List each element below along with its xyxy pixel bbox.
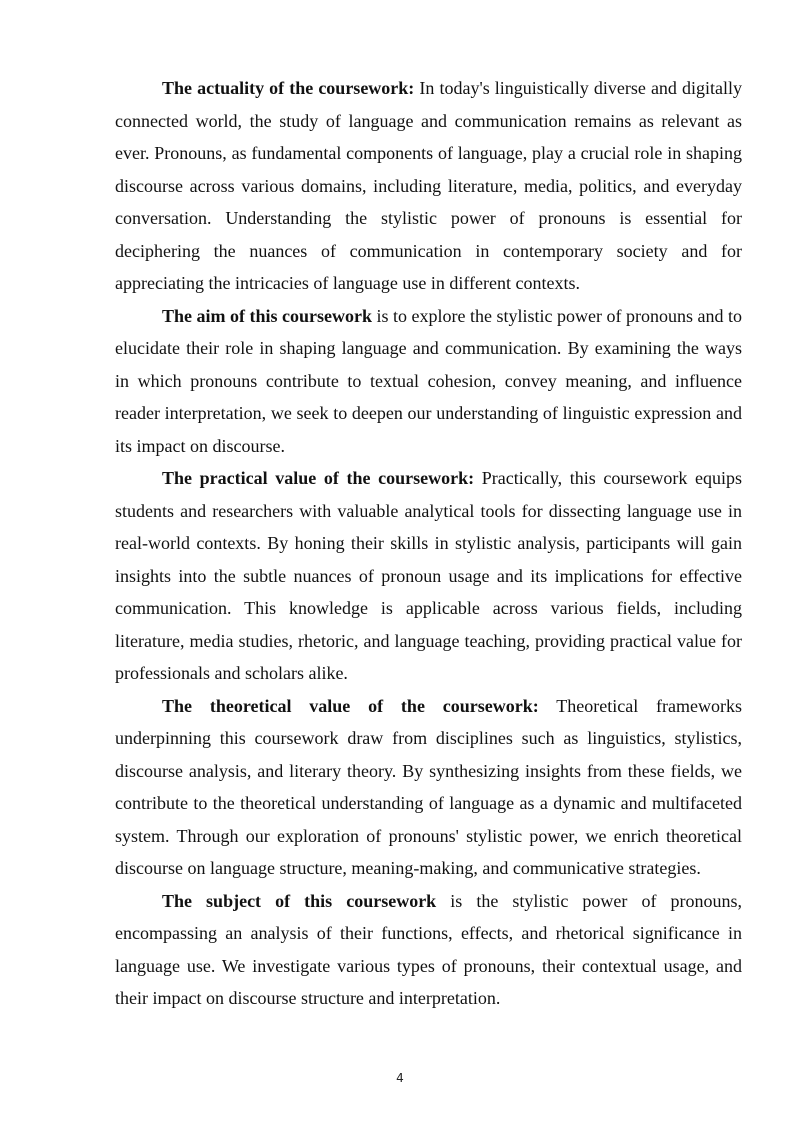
page-number: 4 [396,1071,404,1085]
paragraph-text-aim: is to explore the stylistic power of pronouns and to elucidate their role in shaping language and communication. By examining the ways in which pronouns contribute to textual cohesion, convey meaning, and influence reader interpretation, we seek to deepen our understanding of linguistic expression and its impact on discourse. [115,305,743,456]
paragraph-heading-aim: The aim of this coursework [162,305,373,326]
paragraph-text-practical-value: Practically, this coursework equips students and researchers with valuable analytical tools for dissecting language use in real-world contexts. By honing their skills in stylistic analysis, participants will gain insights into the subtle nuances of pronoun usage and its implications for effective communication. This knowledge is applicable across various fields, including literature, media studies, rhetoric, and language teaching, providing practical value for professionals and scholars alike. [115,468,742,683]
paragraph-practical-value [115,462,742,690]
paragraph-theoretical-value [115,690,742,885]
paragraph-text-actuality: In today's linguistically diverse and digitally connected world, the study of language and communication remains as relevant as ever. Pronouns, as fundamental components of language, play a crucial role in shaping discourse across various domains, including literature, media, politics, and everyday conversation. Understanding the stylistic power of pronouns is essential for deciphering the nuances of communication in contemporary society and for appreciating the intricacies of language use in different contexts. [115,78,743,293]
paragraph-actuality [115,72,742,300]
paragraph-heading-actuality: The actuality of the coursework: [162,78,415,98]
paragraph-text-theoretical-value: Theoretical frameworks underpinning this coursework draw from disciplines such as linguistics, stylistics, discourse analysis, and literary theory. By synthesizing insights from these fields, we contribute to the theoretical understanding of language as a dynamic and multifaceted system. Through our exploration of pronouns' stylistic power, we enrich theoretical discourse on language structure, meaning-making, and communicative strategies. [115,695,742,878]
paragraph-heading-subject: The subject of this coursework [162,890,437,911]
paragraph-subject [115,885,742,1015]
paragraph-heading-theoretical-value: The theoretical value of the coursework: [162,695,539,716]
paragraph-heading-practical-value: The practical value of the coursework: [162,468,475,488]
document-body [115,72,742,1015]
paragraph-text-subject: is the stylistic power of pronouns, encompassing an analysis of their functions, effects, and rhetorical significance in language use. We investigate various types of pronouns, their contextual usage, and their impact on discourse structure and interpretation. [115,890,742,1008]
paragraph-aim [115,300,742,463]
